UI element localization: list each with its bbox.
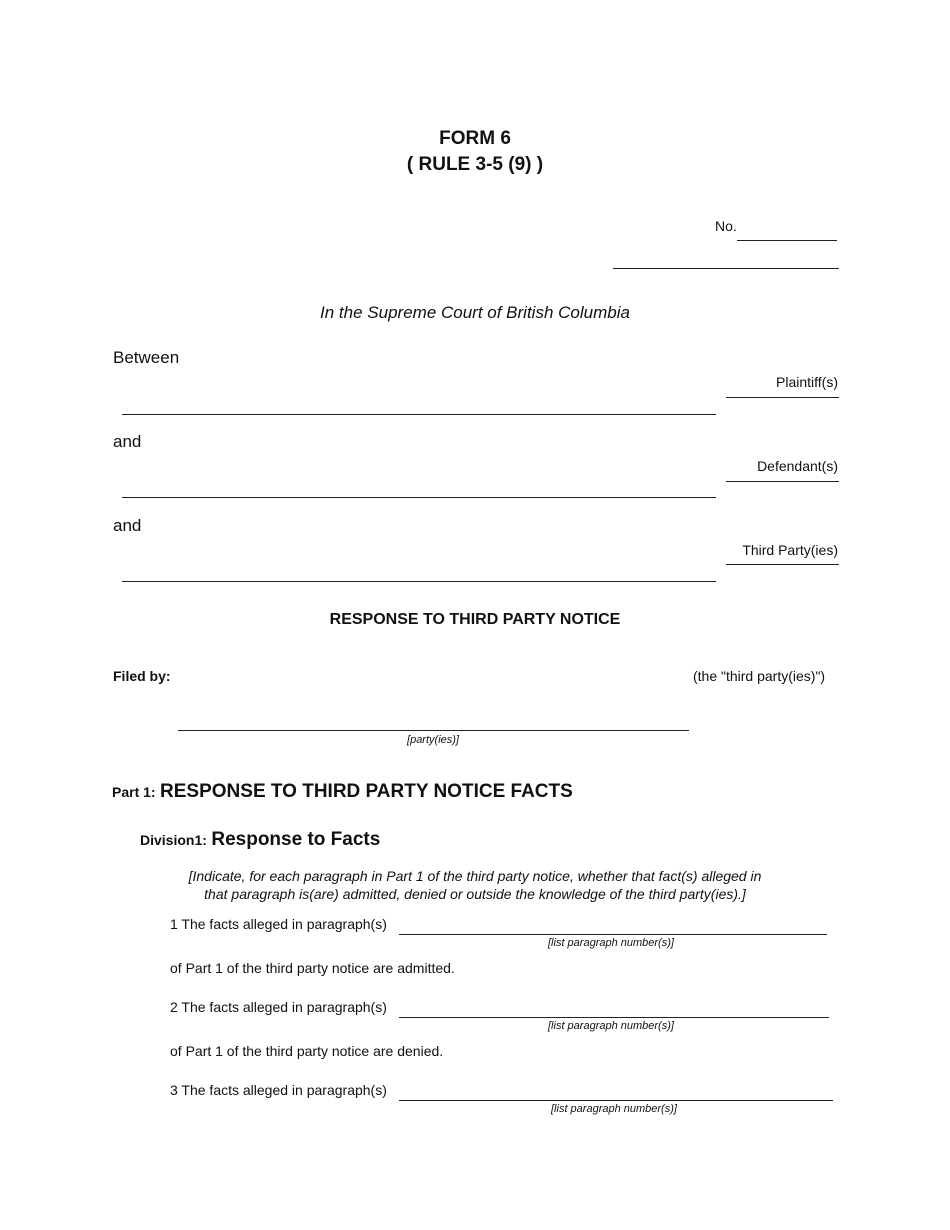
between-label: Between [113,348,180,367]
form-rule: ( RULE 3-5 (9) ) [406,154,544,175]
form-title: FORM 6 [439,128,511,149]
fact-item-2-caption: [list paragraph number(s)] [548,1020,674,1032]
division1-prefix: Division1: [140,832,207,848]
fact-item-1-text: 1 The facts alleged in paragraph(s) [170,916,387,932]
plaintiff-name-field[interactable] [122,414,716,415]
part1-heading [112,781,573,803]
filed-by-caption: [party(ies)] [407,734,459,746]
registry-field[interactable] [613,268,839,269]
part1-prefix: Part 1: [112,784,156,800]
third-party-name-field[interactable] [122,581,716,582]
and-label-2: and [113,516,142,535]
fact-item-3-paragraphs-field[interactable] [399,1100,833,1101]
filed-by-suffix: (the "third party(ies)") [693,668,826,684]
part1-title: RESPONSE TO THIRD PARTY NOTICE FACTS [160,781,573,802]
and-label-1: and [113,432,142,451]
fact-item-3-caption: [list paragraph number(s)] [551,1103,677,1115]
court-file-no-label: No. [715,218,737,234]
filed-by-label: Filed by: [113,668,171,684]
division1-heading [140,829,380,851]
third-party-role-line [726,564,839,565]
fact-item-3-text: 3 The facts alleged in paragraph(s) [170,1082,387,1098]
fact-item-2-paragraphs-field[interactable] [399,1017,829,1018]
filed-by-field[interactable] [178,730,689,731]
division1-title: Response to Facts [211,829,381,850]
defendant-label: Defendant(s) [757,458,838,474]
fact-item-2-tail: of Part 1 of the third party notice are denied. [170,1043,444,1059]
plaintiff-role-line [726,397,839,398]
plaintiff-label: Plaintiff(s) [776,374,838,390]
court-name: In the Supreme Court of British Columbia [320,303,630,322]
defendant-role-line [726,481,839,482]
division1-instruction-line-2: that paragraph is(are) admitted, denied or outside the knowledge of the third party(ies).] [204,886,746,902]
fact-item-1-tail: of Part 1 of the third party notice are admitted. [170,960,455,976]
fact-item-2-text: 2 The facts alleged in paragraph(s) [170,999,387,1015]
division1-instruction-line-1: [Indicate, for each paragraph in Part 1 of the third party notice, whether that fact(s) alleged in [188,868,762,884]
document-heading: RESPONSE TO THIRD PARTY NOTICE [329,611,621,628]
third-party-label: Third Party(ies) [742,542,838,558]
fact-item-1-paragraphs-field[interactable] [399,934,827,935]
defendant-name-field[interactable] [122,497,716,498]
court-file-no-field[interactable] [737,240,837,241]
fact-item-1-caption: [list paragraph number(s)] [548,937,674,949]
